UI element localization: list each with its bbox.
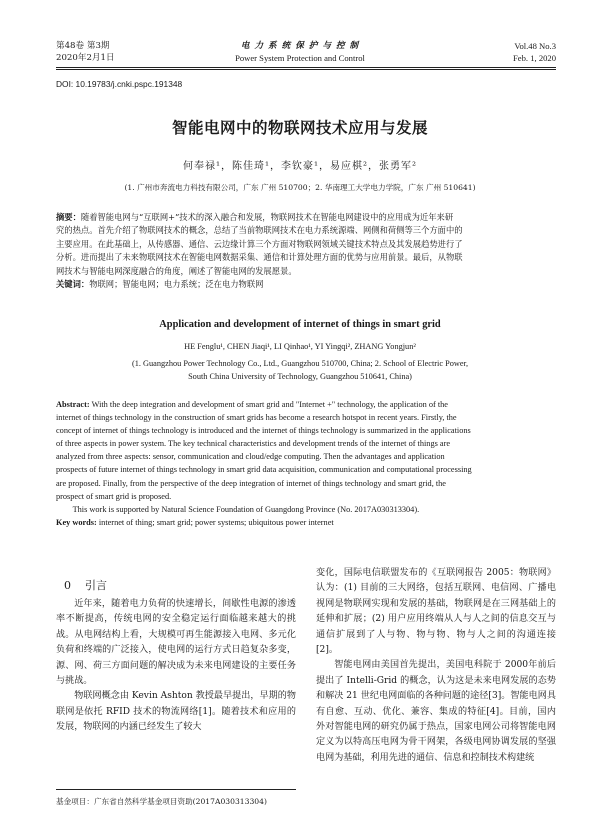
paper-title-cn: 智能电网中的物联网技术应用与发展 xyxy=(171,118,428,137)
abstract-en-line: are proposed. Finally, from the perspective of the deep integration of internet of things technology and smart grid, the xyxy=(56,478,446,488)
funding-footnote: 基金项目：广东省自然科学基金项目资助(2017A030313304) xyxy=(56,797,267,806)
abstract-cn-line: 分析。进而提出了未来物联网技术在智能电网数据采集、通信和计算处理方面的优势与应用前景。最后，从物联 xyxy=(56,252,463,263)
keywords-cn-text: 物联网；智能电网；电力系统；泛在电力物联网 xyxy=(89,279,264,290)
header-rule-top xyxy=(56,67,556,68)
section-title: 引言 xyxy=(85,579,107,592)
affiliation-en xyxy=(0,357,600,383)
abstract-en-line: of three aspects in power system. The key technical characteristics and development trends of the internet of things are xyxy=(56,439,451,449)
affiliation-cn: (1. 广州市奔流电力科技有限公司，广东 广州 510700；2. 华南理工大学电力学院，广东 广州 510641) xyxy=(124,183,476,192)
volume-issue-en: Vol.48 No.3 xyxy=(514,41,556,51)
abstract-cn-label: 摘要： xyxy=(56,212,81,222)
section-heading xyxy=(64,577,107,593)
authors-cn: 何奉禄¹，陈佳琦¹，李钦豪¹，易应棋²，张勇军² xyxy=(182,161,418,172)
abstract-cn-line: 究的热点。首先介绍了物联网技术的概念，总结了当前物联网技术在电力系统源端、网侧和荷侧等三个方面中的 xyxy=(56,225,463,236)
body-paragraph: 智能电网由美国首先提出，美国电科院于 2000年前后提出了 Intelli-Grid 的概念，认为这是未来电网发展的态势和解决 21 世纪电网面临的各种问题的途径[3]。智能电网具有自愈、互动、优化、兼容、集成的特征[4]。目前，国内外对智能电网的研究仍属于热点，国家电网公司将智能电网定义为以特高压电网为骨干网架，各级电网协调发展的坚强电网为基础，利用先进的通信、信息和控制技术构建统 xyxy=(316,660,556,763)
doi: DOI: 10.19783/j.cnki.pspc.191348 xyxy=(56,79,183,89)
running-header-right xyxy=(513,40,556,64)
abstract-cn-line: 主要应用。在此基础上，从传感器、通信、云边缘计算三个方面对物联网领域关键技术特点及其发展趋势进行了 xyxy=(56,238,463,249)
header-rule-bottom xyxy=(56,69,556,70)
body-column-left xyxy=(56,597,296,736)
abstract-en-line: prospects of future internet of things technology in smart grid data acquisition, communication and computational processing xyxy=(56,465,472,475)
footnote-rule xyxy=(56,789,296,790)
running-header-left xyxy=(56,40,115,64)
authors-en: HE Fenglu¹, CHEN Jiaqi¹, LI Qinhao¹, YI Yingqi², ZHANG Yongjun² xyxy=(184,342,416,351)
body-column-right xyxy=(316,566,556,766)
keywords-cn-label: 关键词： xyxy=(56,279,90,290)
affiliation-en-line: South China University of Technology, Guangzhou 510641, China) xyxy=(188,372,412,381)
abstract-cn-line: 随着智能电网与“互联网+”技术的深入融合和发展，物联网技术在智能电网建设中的应用成为近年来研 xyxy=(80,212,454,222)
abstract-en-line: With the deep integration and development of smart grid and "Internet +" technology, the application of the xyxy=(89,400,448,409)
issue-date-en: Feb. 1, 2020 xyxy=(513,53,556,63)
journal-name-cn: 电 力 系 统 保 护 与 控 制 xyxy=(240,41,360,51)
issue-date-cn: 2020年2月1日 xyxy=(56,53,115,63)
abstract-en-line: internet of things technology in the construction of smart grids has become a research hotspot in recent years. Firstly, the xyxy=(56,413,457,423)
affiliation-en-line: (1. Guangzhou Power Technology Co., Ltd., Guangzhou 510700, China; 2. School of Electric Power, xyxy=(131,359,469,368)
abstract-cn-line: 网技术与智能电网深度融合的角度，阐述了智能电网的发展愿景。 xyxy=(56,265,297,276)
running-header-center xyxy=(150,40,450,64)
abstract-en-label: Abstract: xyxy=(56,400,90,409)
section-number: 0 xyxy=(64,579,71,592)
abstract-en xyxy=(56,398,556,529)
abstract-cn xyxy=(56,211,556,291)
body-paragraph: 物联网概念由 Kevin Ashton 教授最早提出，早期的物联网是依托 RFID 技术的物流网络[1]。随着技术和应用的发展，物联网的内涵已经发生了较大 xyxy=(56,691,296,733)
volume-issue-cn: 第48卷 第3期 xyxy=(56,41,110,51)
abstract-en-line: prospect of smart grid is proposed. xyxy=(56,491,172,501)
keywords-en-label: Key words: xyxy=(56,517,97,527)
body-paragraph: 近年来，随着电力负荷的快速增长，间歇性电源的渗透率不断提高，传统电网的安全稳定运行面临越来越大的挑战。从电网结构上看，大规模可再生能源接入电网、多元化负荷和终端的广泛接入，使电网的运行方式日趋复杂多变，源、网、荷三方面问题的解决成为未来电网建设的主要任务与挑战。 xyxy=(56,599,296,687)
body-paragraph: 变化，国际电信联盟发布的《互联网报告 2005：物联网》认为：(1) 目前的三大网络，包括互联网、电信网、广播电视网是物联网实现和发展的基础，物联网是在三网基础上的延伸和扩展；(2) 用户应用终端从人与人之间的信息交互与通信扩展到了人与物、物与物、物与人之间的沟通连接[2]。 xyxy=(316,568,556,656)
abstract-en-line: analyzed from three aspects: sensor, communication and cloud/edge computing. Then the advantages and application xyxy=(56,452,445,462)
paper-title-en: Application and development of internet of things in smart grid xyxy=(159,319,441,330)
funding-statement-en: This work is supported by Natural Science Foundation of Guangdong Province (No. 2017A030313304). xyxy=(72,504,420,514)
keywords-en-text: internet of thing; smart grid; power systems; ubiquitous power internet xyxy=(96,517,334,527)
abstract-en-line: concept of internet of things technology is introduced and the internet of things technology is summarized in the applications xyxy=(56,426,471,436)
journal-name-en: Power System Protection and Control xyxy=(235,53,365,63)
